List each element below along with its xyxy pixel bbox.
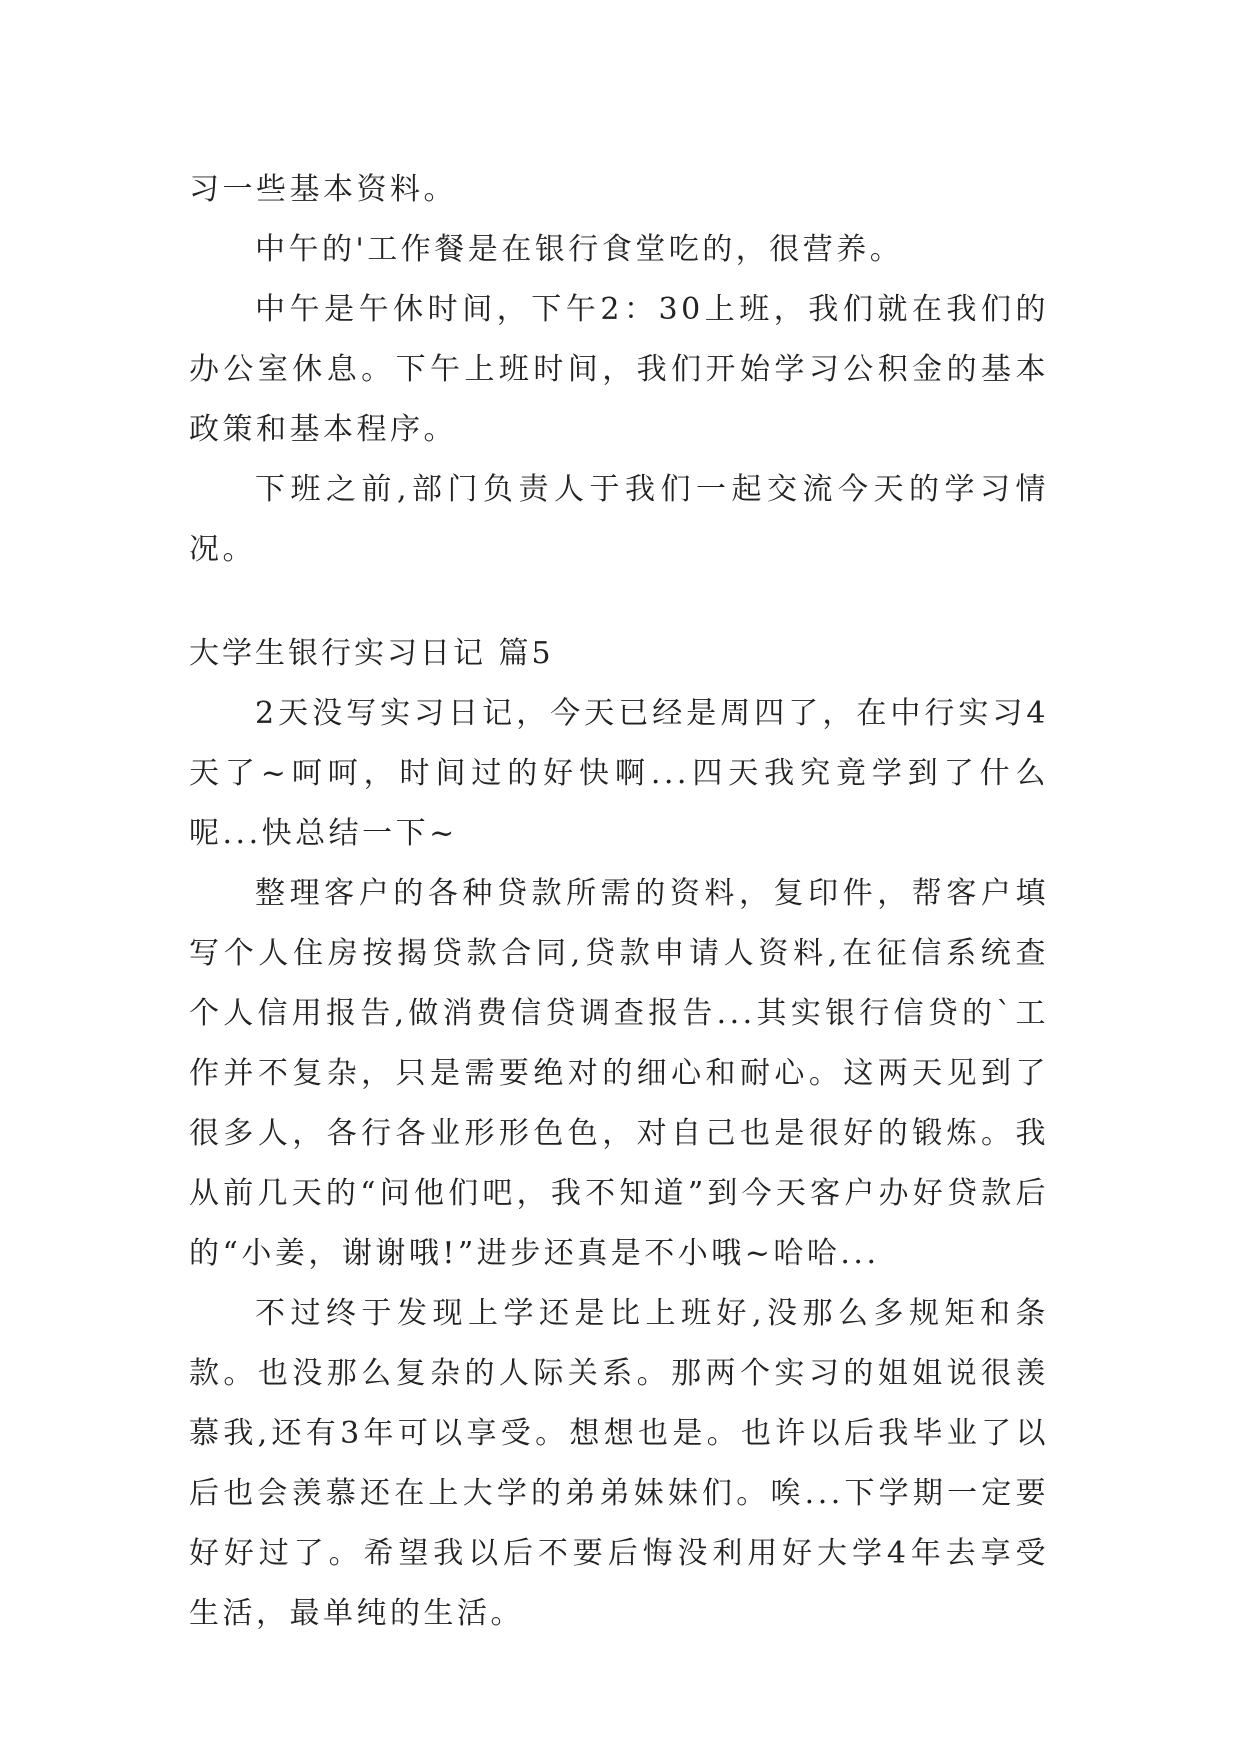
paragraph-lunch: 中午的'工作餐是在银行食堂吃的，很营养。 [255,232,904,267]
section-heading: 大学生银行实习日记 篇5 [189,636,554,671]
paragraph-work: 整理客户的各种贷款所需的资料，复印件，帮客户填写个人住房按揭贷款合同,贷款申请人资料,在征信系统查个人信用报告,做消费信贷调查报告...其实银行信贷的`工作并不复杂，只是需要绝对的细心和耐心。这两天见到了很多人，各行各业形形色色，对自己也是很好的锻炼。我从前几天的“问他们吧，我不知道”到今天客户办好贷款后的“小姜，谢谢哦!”进步还真是不小哦~哈哈... [189,876,1049,1271]
paragraph-reflection: 不过终于发现上学还是比上班好,没那么多规矩和条款。也没那么复杂的人际关系。那两个实习的姐姐说很羡慕我,还有3年可以享受。想想也是。也许以后我毕业了以后也会羡慕还在上大学的弟弟妹妹们。唉...下学期一定要好好过了。希望我以后不要后悔没利用好大学4年去享受生活，最单纯的生活。 [189,1296,1049,1631]
paragraph-intro: 2天没写实习日记，今天已经是周四了，在中行实习4天了~呵呵，时间过的好快啊...四天我究竟学到了什么呢...快总结一下~ [189,696,1049,851]
document-body [189,160,1049,1644]
paragraph-continuation: 习一些基本资料。 [189,172,457,207]
paragraph-end-of-day: 下班之前,部门负责人于我们一起交流今天的学习情况。 [189,472,1049,567]
paragraph-afternoon: 中午是午休时间，下午2：30上班，我们就在我们的办公室休息。下午上班时间，我们开始学习公积金的基本政策和基本程序。 [189,292,1049,447]
